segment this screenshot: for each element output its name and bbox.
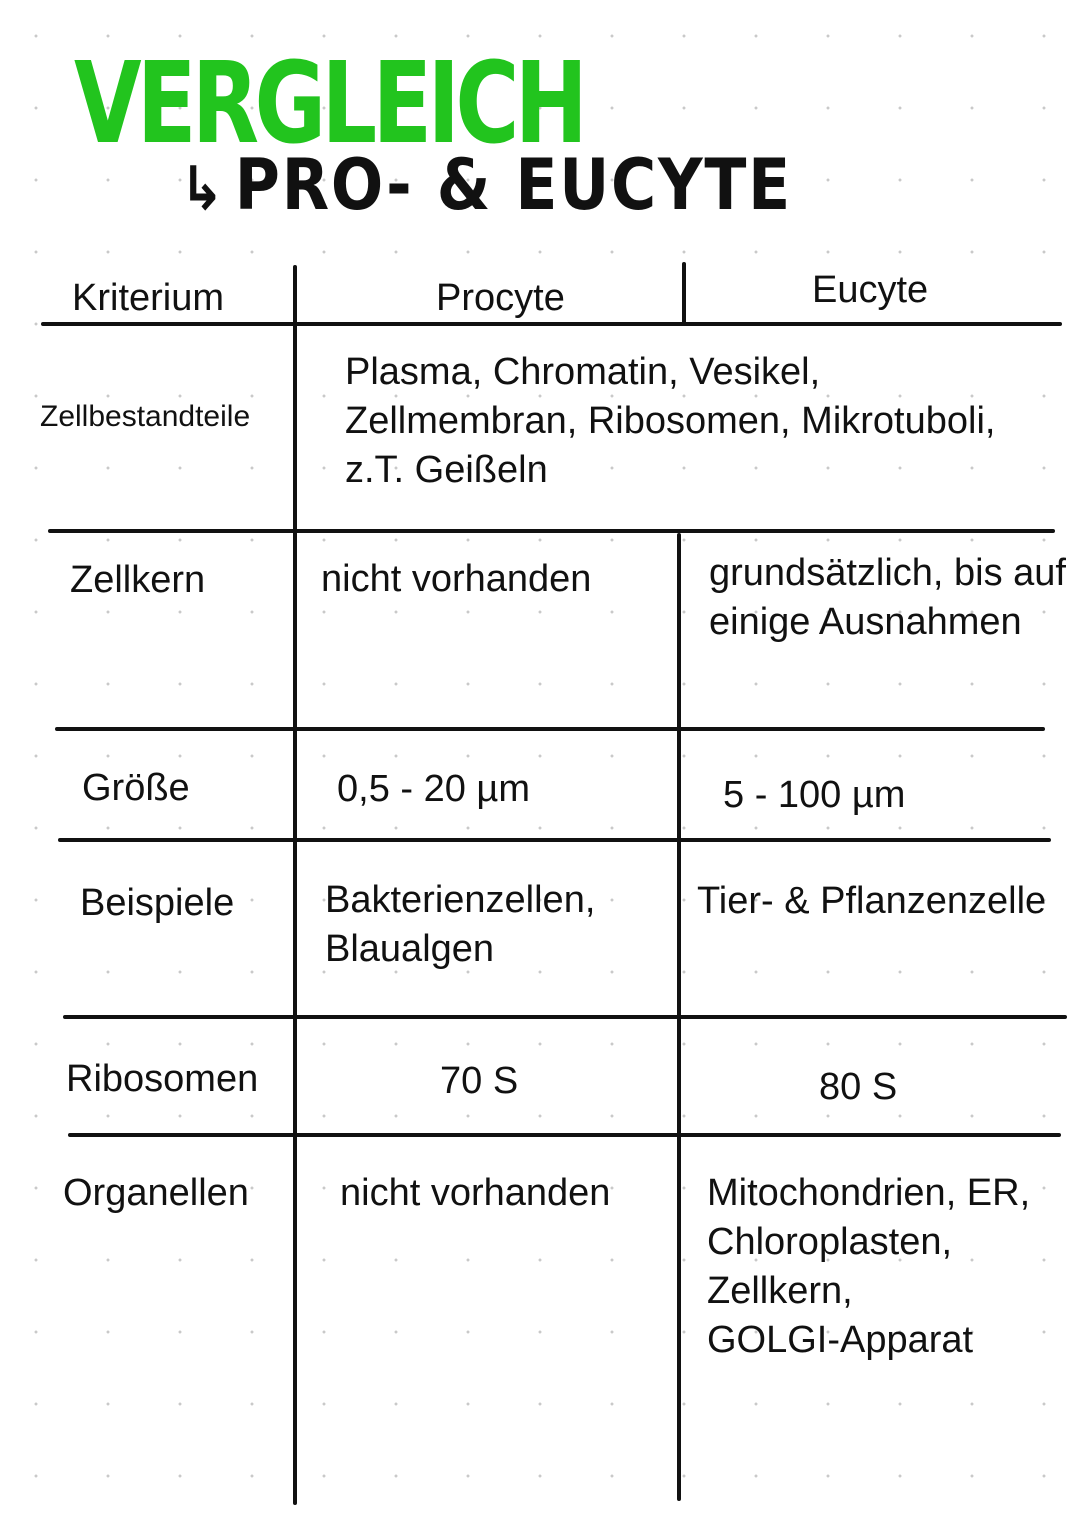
- row-label-beispiele: Beispiele: [80, 882, 235, 924]
- column-divider-header-procyte: [682, 262, 686, 324]
- cell-organellen-eucyte: [707, 1169, 1030, 1365]
- cell-beispiele-eucyte: Tier- & Pflanzenzelle: [697, 880, 1047, 922]
- row-divider-ribosomen: [68, 1133, 1061, 1137]
- cell-line: grundsätzlich, bis auf: [709, 552, 1066, 594]
- row-label-zellbestandteile: Zellbestandteile: [40, 400, 251, 433]
- cell-line: Blaualgen: [325, 928, 495, 970]
- cell-beispiele-procyte: [325, 876, 595, 974]
- row-divider-zellbestandteile: [48, 529, 1055, 533]
- cell-line: Zellmembran, Ribosomen, Mikrotuboli,: [345, 400, 996, 442]
- header-procyte: Procyte: [436, 277, 565, 319]
- row-divider-groesse: [58, 838, 1051, 842]
- cell-ribosomen-eucyte: 80 S: [819, 1066, 898, 1108]
- cell-ribosomen-procyte: 70 S: [440, 1060, 519, 1102]
- return-arrow-icon: ↳: [180, 154, 227, 224]
- cell-line: Plasma, Chromatin, Vesikel,: [345, 351, 821, 393]
- cell-organellen-procyte: nicht vorhanden: [340, 1172, 611, 1214]
- row-label-zellkern: Zellkern: [70, 559, 206, 601]
- row-divider-beispiele: [63, 1015, 1067, 1019]
- row-label-organellen: Organellen: [63, 1172, 249, 1214]
- row-label-ribosomen: Ribosomen: [66, 1058, 259, 1100]
- cell-zellkern-eucyte: [709, 549, 1066, 647]
- cell-line: Zellkern,: [707, 1270, 853, 1312]
- header-criterion: Kriterium: [72, 277, 225, 319]
- cell-line: Mitochondrien, ER,: [707, 1172, 1031, 1214]
- page-subtitle: [180, 144, 792, 226]
- page-title: VERGLEICH: [74, 39, 584, 169]
- cell-zellbestandteile-shared: [345, 348, 995, 495]
- row-divider-zellkern: [55, 727, 1045, 731]
- cell-line: z.T. Geißeln: [345, 449, 548, 491]
- row-label-groesse: Größe: [82, 767, 190, 809]
- cell-line: Chloroplasten,: [707, 1221, 953, 1263]
- subtitle-text: PRO- & EUCYTE: [234, 144, 792, 226]
- header-eucyte: Eucyte: [812, 269, 929, 311]
- cell-line: einige Ausnahmen: [709, 601, 1022, 643]
- column-divider-criterion: [293, 265, 297, 1505]
- cell-line: GOLGI-Apparat: [707, 1319, 974, 1361]
- cell-groesse-procyte: 0,5 - 20 µm: [337, 768, 530, 810]
- cell-zellkern-procyte: nicht vorhanden: [321, 558, 592, 600]
- cell-line: Bakterienzellen,: [325, 879, 596, 921]
- cell-groesse-eucyte: 5 - 100 µm: [723, 774, 906, 816]
